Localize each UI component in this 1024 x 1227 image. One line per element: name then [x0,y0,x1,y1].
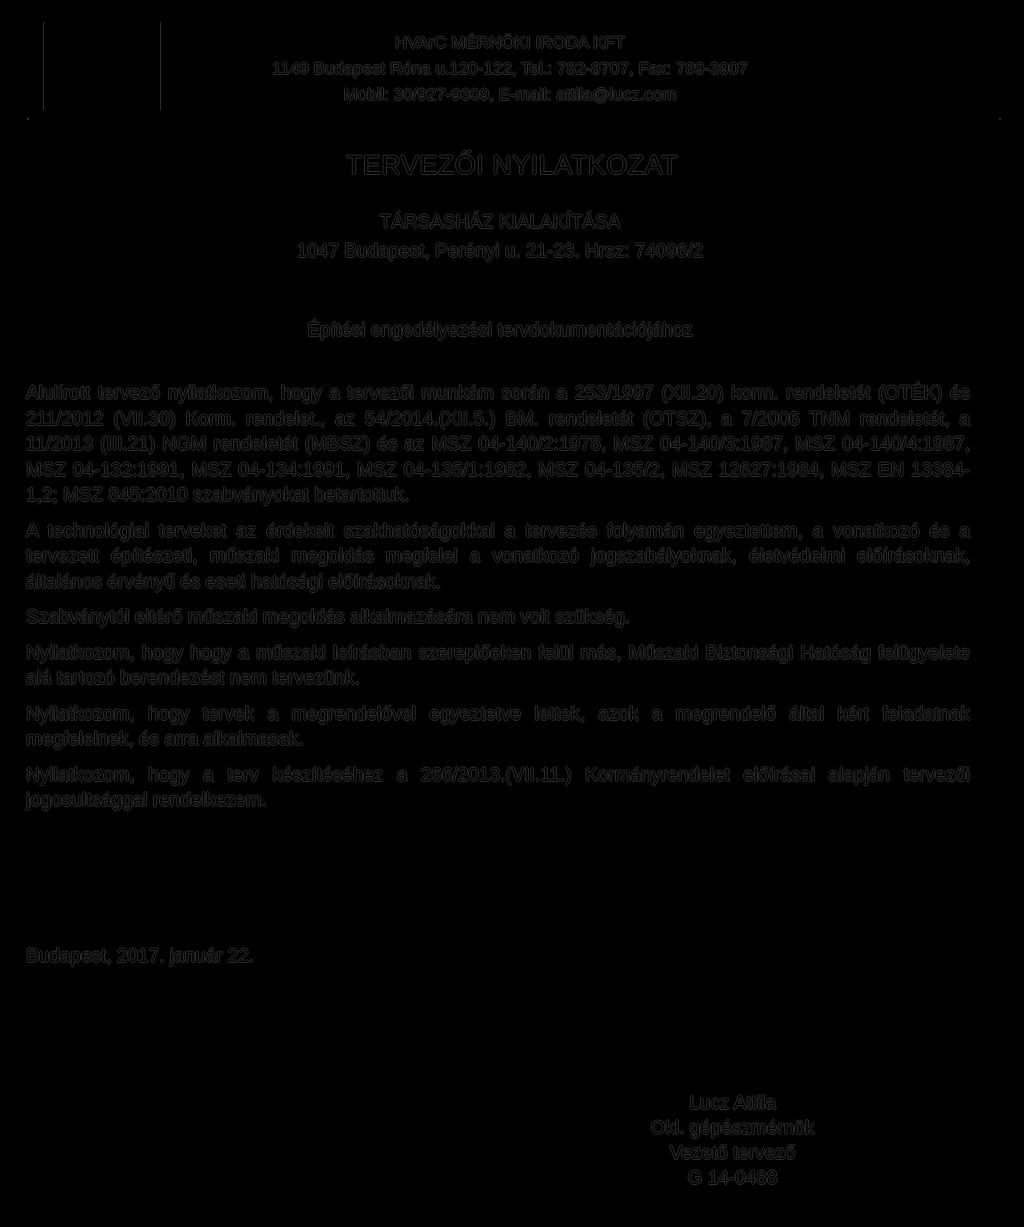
letterhead-dot-left [27,118,29,120]
document-title: TERVEZŐI NYILATKOZAT [345,150,679,180]
signer-license-number: G 14-0488 [687,1168,778,1189]
paragraph-no-deviation: Szabványtól eltérő műszaki megoldás alkalmazására nem volt szükség. [26,607,631,628]
letterhead [160,30,860,108]
paragraph-standards: Alulírott tervező nyilatkozom, hogy a tervezői munkám során a 253/1997 (XII.20) korm. rendeletét (OTÉK) és 211/2012 (VII.30) Korm. rendelet., az 54/2014.(XII.5.) BM. rendeletét (OTSZ), a 7/2006 TNM rendeletét, a 11/2013 (III.21) NGM rendeletét (MBSZ) és az MSZ 04-140/2:1978, MSZ 04-140/3:1987, MSZ 04-140/4:1987, MSZ 04-132:1991, MSZ 04-134:1991, MSZ 04-135/1:1982, MSZ 04-135/2, MSZ 12627:1984, MSZ EN 13384-1,2; MSZ 845:2010 szabványokat betartottuk. [26,383,970,506]
signer-role: Vezető tervező [669,1143,796,1164]
paragraph-license: Nyilatkozom, hogy a terv készítéséhez a 266/2013.(VII.11.) Kormányrendelet előírásai alapján tervezői jogosultsággal rendelkezem. [26,764,970,811]
project-title: TÁRSASHÁZ KIALAKÍTÁSA [379,212,621,233]
signer-qualification: Okl. gépészmérnök [650,1118,815,1139]
paragraph-coordination: A technológiai terveket az érdekelt szakhatóságokkal a tervezés folyamán egyeztettem, a vonatkozó és a tervezett építészeti, műszaki megoldás megfelel a vonatkozó jogszabályoknak, életvédelmi előírásoknak, általános érvényű és eseti hatósági előírásoknak. [26,520,970,593]
letterhead-dot-right [999,118,1001,120]
company-name: HVArC MÉRNÖKI IRODA KFT [394,33,626,52]
project-address: 1047 Budapest, Perényi u. 21-23. Hrsz: 74096/2 [296,241,704,262]
paragraph-supervised-equipment: Nyilatkozom, hogy hogy a műszaki leírásban szereplőeken felül más, Műszaki Biztonsági Hatóság felügyelete alá tartozó berendezést nem tervezünk. [26,642,970,689]
signer-name: Lucz Attila [689,1093,776,1114]
signature-block [600,1091,865,1191]
declaration-body [26,381,970,824]
letterhead-left-rule [43,22,44,110]
company-contact: Mobil: 30/927-9309, E-mail: attila@lucz.com [343,85,677,104]
place-and-date: Budapest, 2017. január 22. [26,946,255,967]
paragraph-client-agreement: Nyilatkozom, hogy tervek a megrendelővel egyeztetve lettek, azok a megrendelő által kért feladatnak megfelelnek, és arra alkalmasak. [26,703,970,750]
company-address: 1149 Budapest Róna u.120-122, Tel.: 782-8707, Fax: 789-3907 [272,59,748,78]
document-subtitle: Építési engedélyezési tervdokumentációjához [307,320,693,341]
